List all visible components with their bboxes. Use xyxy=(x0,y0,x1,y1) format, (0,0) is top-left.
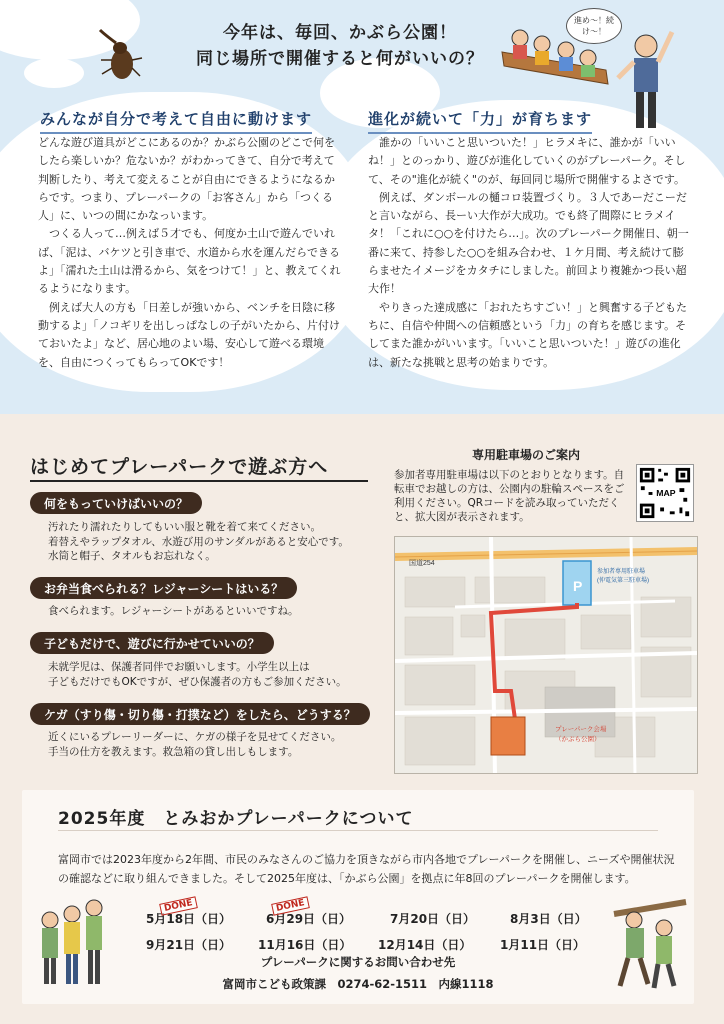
about-text: 富岡市では2023年度から2年間、市民のみなさんのご協力を頂きながら市内各地でプレーパークを開催し、ニーズや開催状況の確認などに取り組んできました。そして2025年度は、「かぶら公園」を拠点に年8回のプレーパークを開催します。 xyxy=(58,853,675,885)
paragraph: つくる人って…例えば５才でも、何度か土山で遊んでいれば、「泥は、バケツと引き車で、水道から水を運んだらできるよ」「濡れた土山は滑るから、気をつけて！」と、教えてくれるようになります。 xyxy=(38,227,341,296)
venue-label-2: （かぶら公園） xyxy=(555,736,601,743)
date-item: 11月16日（日） xyxy=(258,938,352,952)
paragraph: やりきった達成感に「おれたちすごい！」と興奮する子どもたちに、自信や仲間への信頼感という「力」の育ちを感じます。そしてまた誰かがいいます。「いいこと思いついた！」遊びの進化は、新たな挑戦と思考の始まりです。 xyxy=(368,300,687,369)
answer-line: 近くにいるプレーリーダーに、ケガの様子を見せてください。 xyxy=(48,731,342,743)
done-stamp: DONE xyxy=(271,896,310,915)
faq-title-underline xyxy=(30,480,368,482)
answer-line: 子どもだけでもOKですが、ぜひ保護者の方もご参加ください。 xyxy=(48,675,347,688)
headline-line2: 同じ場所で開催すると何がいいの？ xyxy=(196,49,484,69)
faq-answer xyxy=(48,604,298,619)
date-item: 7月20日（日） xyxy=(390,912,476,926)
faq-answer xyxy=(48,660,347,689)
faq-question: 何をもっていけばいいの？ xyxy=(30,492,202,514)
date-item: 9月21日（日） xyxy=(146,938,232,952)
right-title-text: 進化が続いて「力」が育ちます xyxy=(368,110,593,128)
parking-description: 参加者専用駐車場は以下のとおりとなります。自転車でお越しの方は、公園内の駐輪スペースをご利用ください。QRコードを読み取っていただくと、拡大図が表示されます。 xyxy=(394,469,625,523)
about-section xyxy=(22,790,694,1004)
map-graphic xyxy=(395,537,698,774)
speech-bubble: 進め〜！続け〜！ xyxy=(566,8,622,44)
about-title-underline xyxy=(58,830,658,831)
done-stamp: DONE xyxy=(159,896,198,915)
answer-line: 未就学児は、保護者同伴でお願いします。小学生以上は xyxy=(48,661,310,673)
about-title: 2025年度 とみおかプレーパークについて xyxy=(58,809,414,829)
faq-answer xyxy=(48,730,341,759)
answer-line: 食べられます。レジャーシートがあるといいですね。 xyxy=(48,605,299,617)
cloud xyxy=(24,58,84,88)
right-column-text xyxy=(368,134,690,372)
headline xyxy=(160,20,520,72)
date-item: 5月18日（日） xyxy=(146,912,232,926)
date-item: 6月29日（日） xyxy=(266,912,352,926)
parking-title: 専用駐車場のご案内 xyxy=(472,448,581,462)
parking-map[interactable] xyxy=(394,536,698,774)
date-item: 12月14日（日） xyxy=(378,938,472,952)
paragraph: どんな遊び道具がどこにあるのか？かぶら公園のどこで何をしたら楽しいか？危ないか？がわかってきて、自分で考えて判断したり、考えて変えることが自由にできるようになるからです。つまり、プレーパークの「お客さん」から「つくる人」に、いつの間にかなっいます。 xyxy=(38,136,335,223)
map-road-label: 国道254 xyxy=(409,560,435,567)
qr-map-label: MAP xyxy=(656,487,676,498)
paragraph: 誰かの「いいこと思いついた！」ヒラメキに、誰かが「いいね！」とのっかり、遊びが進化していくのがプレーパーク。そして、その"進化が続く"のが、毎回同じ場所で開催するよさです。 xyxy=(368,136,686,186)
faq-question: 子どもだけで、遊びに行かせていいの？ xyxy=(30,632,274,654)
faq-title: はじめてプレーパークで遊ぶ方へ xyxy=(30,456,329,478)
parking-p-mark: P xyxy=(573,578,583,594)
top-section xyxy=(0,0,724,414)
faq-answer xyxy=(48,520,349,564)
faq-question: お弁当食べられる？レジャーシートはいる？ xyxy=(30,577,297,599)
parking-label-1: 参加者専用駐車場 xyxy=(597,569,646,575)
date-item: 1月11日（日） xyxy=(500,938,586,952)
faq-question: ケガ（すり傷・切り傷・打撲など）をしたら、どうする？ xyxy=(30,703,370,725)
answer-line: 水筒と帽子、タオルもお忘れなく。 xyxy=(48,550,216,562)
date-item: 8月3日（日） xyxy=(510,912,587,926)
venue-label-1: プレーパーク会場 xyxy=(555,726,607,733)
left-title-text: みんなが自分で考えて自由に動けます xyxy=(40,110,313,128)
paragraph: 例えば大人の方も「日差しが強いから、ベンチを日陰に移動するよ」「ノコギリを出しっぱなしの子がいたから、片付けておいたよ」など、居心地のよい場、安心して遊べる環境を、自由につくってもらってOKです！ xyxy=(38,300,340,369)
paragraph: 例えば、ダンボールの樋コロ装置づくり。３人であーだこーだと言いながら、長ーい大作が大成功。でも終了間際にヒラメイタ！「これに○○を付けたら…」。次のプレーパーク開催日、朝一番に来て、持参した○○を組み合わせ、１ケ月間、考え続けて膨らませたイメージをカタチにしました。前回より複雑かつ長い超大作！ xyxy=(368,190,689,296)
venue-area xyxy=(491,717,525,755)
qr-code[interactable] xyxy=(636,464,694,522)
parking-label-2: (仲電気第三駐車場) xyxy=(597,578,649,584)
left-column-text xyxy=(38,134,342,372)
headline-line1: 今年は、毎回、かぶら公園！ xyxy=(223,23,457,43)
left-column-title xyxy=(40,108,312,134)
answer-line: 手当の仕方を教えます。救急箱の貸し出しもします。 xyxy=(48,745,299,758)
contact-info: 富岡市こども政策課 0274-62-1511 内線1118 xyxy=(222,977,494,991)
beetle-icon xyxy=(96,28,144,84)
answer-line: 着替えやラップタオル、水遊び用のサンダルがあると安心です。 xyxy=(48,535,349,548)
contact-title: プレーパークに関するお問い合わせ先 xyxy=(260,955,456,969)
right-column-title xyxy=(368,108,592,134)
answer-line: 汚れたり濡れたりしてもいい服と靴を着て来てください。 xyxy=(48,521,321,533)
